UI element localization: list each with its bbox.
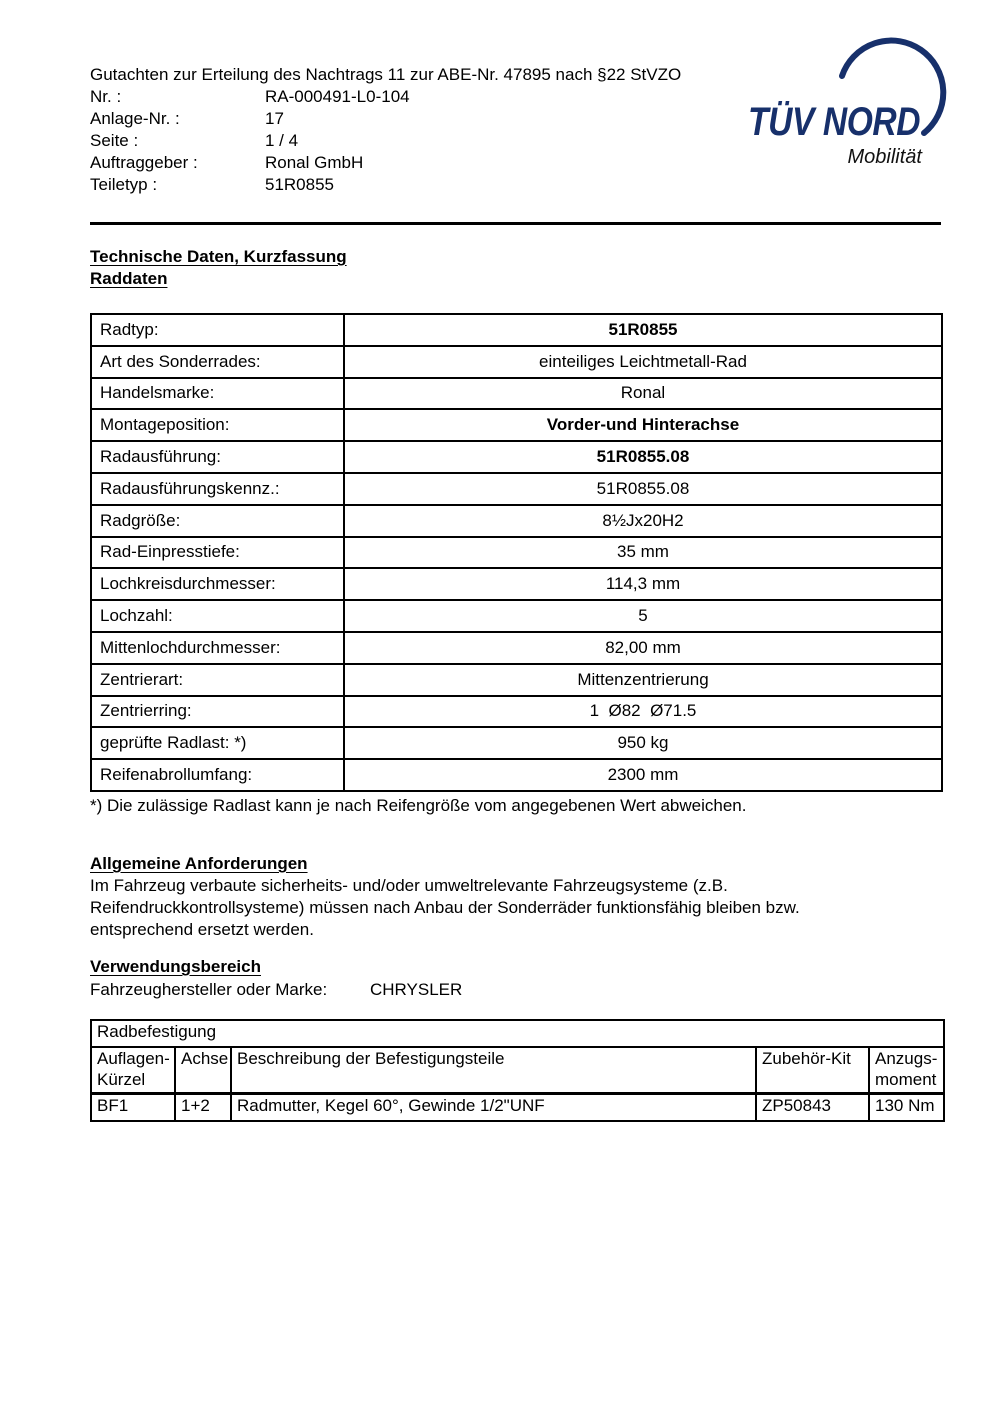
table-row — [91, 346, 942, 378]
header-field-teiletyp — [90, 174, 790, 196]
allgemeine-heading: Allgemeine Anforderungen — [90, 854, 308, 873]
table-row — [91, 696, 942, 728]
raddaten-value: 114,3 mm — [344, 568, 942, 600]
header-field-auftraggeber — [90, 152, 790, 174]
column-header-beschreibung: Beschreibung der Befestigungsteile — [231, 1047, 756, 1094]
cell-zubehoer-kit: ZP50843 — [756, 1094, 869, 1122]
allgemeine-body-line: Im Fahrzeug verbaute sicherheits- und/oder umweltrelevante Fahrzeugsysteme (z.B. — [90, 876, 728, 895]
section-technische-daten — [90, 246, 347, 290]
raddaten-label: Reifenabrollumfang: — [91, 759, 344, 791]
table-row — [91, 600, 942, 632]
section-verwendungsbereich — [90, 956, 462, 1001]
table-row — [91, 759, 942, 791]
raddaten-value: 51R0855 — [344, 314, 942, 346]
raddaten-label: Radgröße: — [91, 505, 344, 537]
raddaten-label: Zentrierring: — [91, 696, 344, 728]
raddaten-label: Lochzahl: — [91, 600, 344, 632]
column-header-achse: Achse — [175, 1047, 231, 1094]
header-field-label: Teiletyp : — [90, 175, 158, 194]
raddaten-label: Zentrierart: — [91, 664, 344, 696]
section-allgemeine-anforderungen — [90, 853, 930, 941]
raddaten-value: 51R0855.08 — [344, 441, 942, 473]
raddaten-value: einteiliges Leichtmetall-Rad — [344, 346, 942, 378]
raddaten-value: 950 kg — [344, 727, 942, 759]
table-row — [91, 537, 942, 569]
table-row — [91, 664, 942, 696]
hersteller-value: CHRYSLER — [370, 980, 463, 999]
logo-brand-text: TÜV NORD — [748, 100, 921, 144]
raddaten-label: Art des Sonderrades: — [91, 346, 344, 378]
raddaten-value: 5 — [344, 600, 942, 632]
cell-anzugsmoment: 130 Nm — [869, 1094, 944, 1122]
header-field-anlage — [90, 108, 790, 130]
document-header — [90, 64, 790, 196]
table-row — [91, 632, 942, 664]
radbefestigung-table — [90, 1019, 945, 1122]
header-field-value: 51R0855 — [265, 175, 335, 194]
table-row — [91, 441, 942, 473]
allgemeine-body-line: Reifendruckkontrollsysteme) müssen nach Anbau der Sonderräder funktionsfähig bleiben bzw. — [90, 898, 800, 917]
cell-kuerzel: BF1 — [91, 1094, 175, 1122]
table-row — [91, 568, 942, 600]
raddaten-label: Mittenlochdurchmesser: — [91, 632, 344, 664]
raddaten-value: 82,00 mm — [344, 632, 942, 664]
logo-tagline: Mobilität — [847, 146, 922, 168]
raddaten-label: Handelsmarke: — [91, 378, 344, 410]
verwendung-heading: Verwendungsbereich — [90, 957, 261, 976]
table-row — [91, 1094, 944, 1122]
header-field-nr — [90, 86, 790, 108]
header-field-value: 1 / 4 — [265, 131, 299, 150]
raddaten-label: Radausführungskennz.: — [91, 473, 344, 505]
table-row — [91, 505, 942, 537]
cell-beschreibung: Radmutter, Kegel 60°, Gewinde 1/2"UNF — [231, 1094, 756, 1122]
raddaten-label: Lochkreisdurchmesser: — [91, 568, 344, 600]
header-field-value: Ronal GmbH — [265, 153, 364, 172]
raddaten-label: Rad-Einpresstiefe: — [91, 537, 344, 569]
raddaten-value: 35 mm — [344, 537, 942, 569]
column-header-anzugsmoment: Anzugs-moment — [869, 1047, 944, 1094]
raddaten-label: geprüfte Radlast: *) — [91, 727, 344, 759]
raddaten-value: 2300 mm — [344, 759, 942, 791]
table-row — [91, 473, 942, 505]
header-field-label: Auftraggeber : — [90, 153, 198, 172]
raddaten-value: Mittenzentrierung — [344, 664, 942, 696]
raddaten-label: Radtyp: — [91, 314, 344, 346]
header-divider — [90, 222, 941, 225]
raddaten-value: 51R0855.08 — [344, 473, 942, 505]
hersteller-label: Fahrzeughersteller oder Marke: — [90, 980, 328, 999]
header-field-label: Seite : — [90, 131, 139, 150]
radlast-footnote: *) Die zulässige Radlast kann je nach Reifengröße vom angegebenen Wert abweichen. — [90, 796, 747, 815]
column-header-zubehoer-kit: Zubehör-Kit — [756, 1047, 869, 1094]
raddaten-label: Radausführung: — [91, 441, 344, 473]
table-row — [91, 314, 942, 346]
header-field-label: Anlage-Nr. : — [90, 109, 180, 128]
header-field-value: 17 — [265, 109, 284, 128]
raddaten-table — [90, 313, 943, 792]
table-row — [91, 409, 942, 441]
raddaten-value: 8½Jx20H2 — [344, 505, 942, 537]
hersteller-row — [90, 979, 462, 1001]
section-heading-line1: Technische Daten, Kurzfassung — [90, 247, 347, 266]
cell-achse: 1+2 — [175, 1094, 231, 1122]
section-heading-line2: Raddaten — [90, 269, 168, 288]
column-header-auflagen-kuerzel: Auflagen-Kürzel — [91, 1047, 175, 1094]
header-field-seite — [90, 130, 790, 152]
raddaten-value: Vorder-und Hinterachse — [344, 409, 942, 441]
document-title: Gutachten zur Erteilung des Nachtrags 11 zur ABE-Nr. 47895 nach §22 StVZO — [90, 65, 682, 84]
raddaten-label: Montageposition: — [91, 409, 344, 441]
header-field-label: Nr. : — [90, 87, 122, 106]
allgemeine-body-line: entsprechend ersetzt werden. — [90, 920, 314, 939]
header-field-value: RA-000491-L0-104 — [265, 87, 410, 106]
raddaten-value: 1 Ø82 Ø71.5 — [344, 696, 942, 728]
radbefestigung-title: Radbefestigung — [91, 1020, 944, 1047]
table-row — [91, 727, 942, 759]
raddaten-value: Ronal — [344, 378, 942, 410]
tuev-nord-logo — [746, 36, 950, 176]
table-row — [91, 1047, 944, 1094]
table-row — [91, 1020, 944, 1047]
table-row — [91, 378, 942, 410]
